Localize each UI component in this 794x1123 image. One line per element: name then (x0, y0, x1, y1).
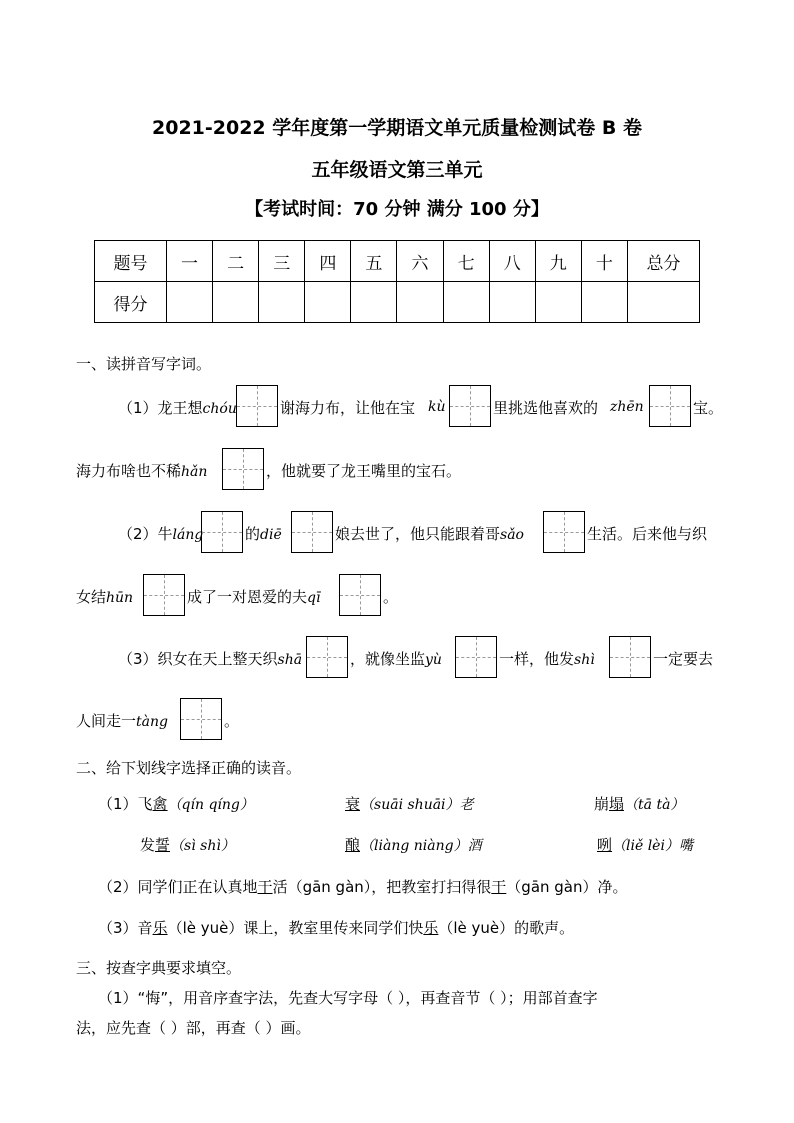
score-cell[interactable] (628, 282, 700, 323)
writing-box[interactable] (180, 698, 222, 740)
s2-item (345, 835, 482, 856)
pinyin-options: （liě lèi）嘴 (612, 838, 693, 854)
q2-text: （2）牛 (118, 525, 173, 543)
writing-box[interactable] (339, 574, 381, 616)
q3b-text: 。 (224, 712, 240, 730)
q1-text: （1）龙王想 (118, 399, 203, 417)
pinyin: shā (277, 652, 303, 668)
pinyin: diē (260, 527, 282, 543)
exam-subtitle: 五年级语文第三单元 (311, 159, 483, 181)
s2-item (140, 835, 235, 856)
q3-text: ，就像坐监 (350, 650, 426, 668)
table-cell: 九 (535, 241, 581, 282)
q1b-text: 海力布啥也不稀 (76, 462, 182, 480)
s2-text: （1）飞 (98, 795, 153, 813)
section1-heading: 一、读拼音写字词。 (76, 355, 212, 373)
q3-text: （3）织女在天上整天织 (118, 650, 278, 668)
pinyin: hǎn (181, 464, 208, 480)
table-cell: 题号 (95, 241, 167, 282)
s2-item (98, 794, 254, 815)
q2b-line (76, 587, 133, 608)
writing-box[interactable] (306, 636, 348, 678)
score-cell[interactable] (489, 282, 535, 323)
pinyin: sǎo (500, 527, 524, 543)
underlined-char: 酿 (345, 836, 361, 854)
pinyin: chóu (202, 401, 237, 417)
writing-box[interactable] (236, 385, 278, 427)
s2-text: （3）音 (98, 919, 153, 937)
underlined-char: 誓 (155, 836, 171, 854)
s2-q2 (98, 877, 628, 897)
pinyin: láng (172, 527, 204, 543)
underlined-char: 乐 (423, 919, 439, 937)
s2-text: （lè yuè）的歌声。 (438, 919, 575, 937)
q2b-text: 。 (383, 588, 399, 606)
exam-title: 2021-2022 学年度第一学期语文单元质量检测试卷 B 卷 (152, 117, 642, 139)
writing-box[interactable] (649, 385, 691, 427)
s2-text: （2）同学们正在认真地 (98, 878, 258, 896)
q1b-line (76, 461, 207, 482)
pinyin-options: （sì shì） (170, 838, 235, 854)
s2-text: （lè yuè）课上，教室里传来同学们快 (167, 919, 424, 937)
writing-box[interactable] (222, 448, 264, 490)
table-cell: 一 (167, 241, 213, 282)
q1-line (118, 398, 237, 419)
score-cell[interactable] (397, 282, 443, 323)
q3b-line (76, 711, 168, 732)
pinyin: qī (307, 590, 321, 606)
q2-line (118, 524, 203, 545)
pinyin: hūn (106, 590, 134, 606)
q3-line-2 (350, 649, 442, 670)
q3-text: 一定要去 (653, 650, 714, 668)
s3-q1-line2: 法，应先查（ ）部，再查（ ）画。 (76, 1019, 311, 1037)
score-cell[interactable] (351, 282, 397, 323)
underlined-char: 咧 (597, 836, 613, 854)
writing-box[interactable] (609, 636, 651, 678)
score-cell[interactable] (259, 282, 305, 323)
pinyin: kù (428, 399, 446, 415)
table-cell: 二 (213, 241, 259, 282)
q3-line-3 (499, 649, 595, 670)
pinyin: yù (425, 652, 442, 668)
score-cell[interactable] (581, 282, 627, 323)
pinyin-options: （qín qíng） (167, 797, 254, 813)
pinyin-options: （liàng niàng）酒 (360, 838, 482, 854)
q2b-text: 成了一对恩爱的夫 (187, 588, 308, 606)
underlined-char: 乐 (152, 919, 168, 937)
table-cell: 四 (305, 241, 351, 282)
writing-box[interactable] (201, 511, 243, 553)
table-cell: 五 (351, 241, 397, 282)
exam-info: 【考试时间：70 分钟 满分 100 分】 (245, 199, 549, 220)
q2-line-3 (335, 524, 524, 545)
q2b-text: 女结 (76, 588, 107, 606)
s3-q1-line1: （1）“悔”，用音序查字法，先查大写字母（ ），再查音节（ ）；用部首查字 (98, 989, 598, 1007)
q2-text: 生活。后来他与织 (587, 525, 708, 543)
s2-item (597, 835, 693, 856)
table-cell: 三 (259, 241, 305, 282)
writing-box[interactable] (291, 511, 333, 553)
q2-line-2 (245, 524, 282, 545)
q2-text: 娘去世了，他只能跟着哥 (335, 525, 501, 543)
underlined-char: 衰 (345, 795, 361, 813)
section2-heading: 二、给下划线字选择正确的读音。 (76, 759, 302, 777)
table-cell: 十 (581, 241, 627, 282)
s2-text: 发 (140, 836, 156, 854)
pinyin-options: （suāi shuāi）老 (360, 797, 474, 813)
s2-item (594, 794, 684, 815)
underlined-char: 干 (257, 878, 273, 896)
s2-q3 (98, 918, 574, 938)
score-cell[interactable] (167, 282, 213, 323)
pinyin: tàng (136, 714, 168, 730)
pinyin-options: （tā tà） (624, 797, 685, 813)
q2-text: 的 (245, 525, 261, 543)
pinyin: shì (574, 652, 595, 668)
score-table-score-row (95, 282, 700, 323)
q1b-text: ，他就要了龙王嘴里的宝石。 (266, 462, 462, 480)
pinyin: zhēn (610, 399, 644, 415)
score-cell[interactable] (213, 282, 259, 323)
score-cell[interactable] (535, 282, 581, 323)
table-cell: 得分 (95, 282, 167, 323)
table-cell: 七 (443, 241, 489, 282)
underlined-char: 干 (491, 878, 507, 896)
s2-text: （gān gàn）净。 (506, 878, 628, 896)
table-cell: 总分 (628, 241, 700, 282)
writing-box[interactable] (455, 636, 497, 678)
q1-text: 宝。 (693, 399, 724, 417)
score-table (94, 240, 700, 323)
q1-text: 谢海力布，让他在宝 (280, 399, 416, 417)
score-cell[interactable] (305, 282, 351, 323)
q3-text: 一样，他发 (499, 650, 575, 668)
q2b-line-2 (187, 587, 320, 608)
writing-box[interactable] (543, 511, 585, 553)
section3-heading: 三、按查字典要求填空。 (76, 959, 242, 977)
q3-line (118, 649, 302, 670)
q3b-text: 人间走一 (76, 712, 137, 730)
underlined-char: 禽 (152, 795, 168, 813)
q1-text: 里挑选他喜欢的 (493, 399, 599, 417)
s2-item (345, 794, 474, 815)
writing-box[interactable] (143, 574, 185, 616)
table-cell: 六 (397, 241, 443, 282)
writing-box[interactable] (449, 385, 491, 427)
s2-text: 活（gān gàn），把教室打扫得很 (272, 878, 492, 896)
s2-text: 崩 (594, 795, 610, 813)
table-cell: 八 (489, 241, 535, 282)
underlined-char: 塌 (609, 795, 625, 813)
score-table-header-row (95, 241, 700, 282)
score-cell[interactable] (443, 282, 489, 323)
